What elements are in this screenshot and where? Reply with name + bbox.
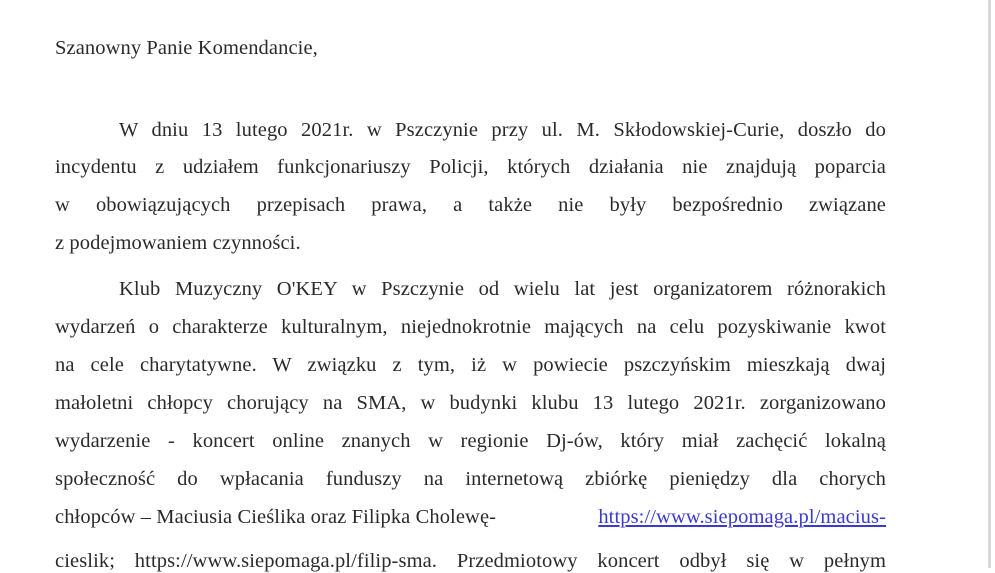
paragraph-1-line-2: incydentu z udziałem funkcjonariuszy Policji, których działania nie znajdują poparcia	[55, 156, 886, 178]
paragraph-1-line-4: z podejmowaniem czynności.	[55, 232, 301, 254]
page-edge-shadow	[988, 0, 991, 568]
paragraph-1-line-1: W dniu 13 lutego 2021r. w Pszczynie przy ul. M. Skłodowskiej-Curie, doszło do	[119, 119, 886, 141]
line-text: chłopców – Maciusia Cieślika oraz Filipka Cholewę-	[55, 506, 497, 528]
paragraph-2-line-4: małoletni chłopcy chorujący na SMA, w budynki klubu 13 lutego 2021r. zorganizowano	[55, 392, 886, 414]
paragraph-2-line-1: Klub Muzyczny O'KEY w Pszczynie od wielu lat jest organizatorem różnorakich	[119, 278, 886, 300]
paragraph-2-line-6: społeczność do wpłacania funduszy na internetową zbiórkę pieniędzy dla chorych	[55, 468, 886, 490]
paragraph-2-line-5: wydarzenie - koncert online znanych w regionie Dj-ów, który miał zachęcić lokalną	[55, 430, 886, 452]
siepomaga-macius-link[interactable]: https://www.siepomaga.pl/macius-	[598, 506, 886, 528]
salutation: Szanowny Panie Komendancie,	[55, 37, 318, 59]
paragraph-2-line-3: na cele charytatywne. W związku z tym, iż w powiecie pszczyńskim mieszkają dwaj	[55, 354, 886, 376]
paragraph-2-line-2: wydarzeń o charakterze kulturalnym, niejednokrotnie mających na celu pozyskiwanie kwot	[55, 316, 886, 338]
paragraph-2-line-8-cut: cieslik; https://www.siepomaga.pl/filip-sma. Przedmiotowy koncert odbył się w pełnym	[55, 550, 886, 572]
paragraph-2-line-7	[55, 505, 886, 529]
paragraph-1-line-3: w obowiązujących przepisach prawa, a także nie były bezpośrednio związane	[55, 194, 886, 216]
